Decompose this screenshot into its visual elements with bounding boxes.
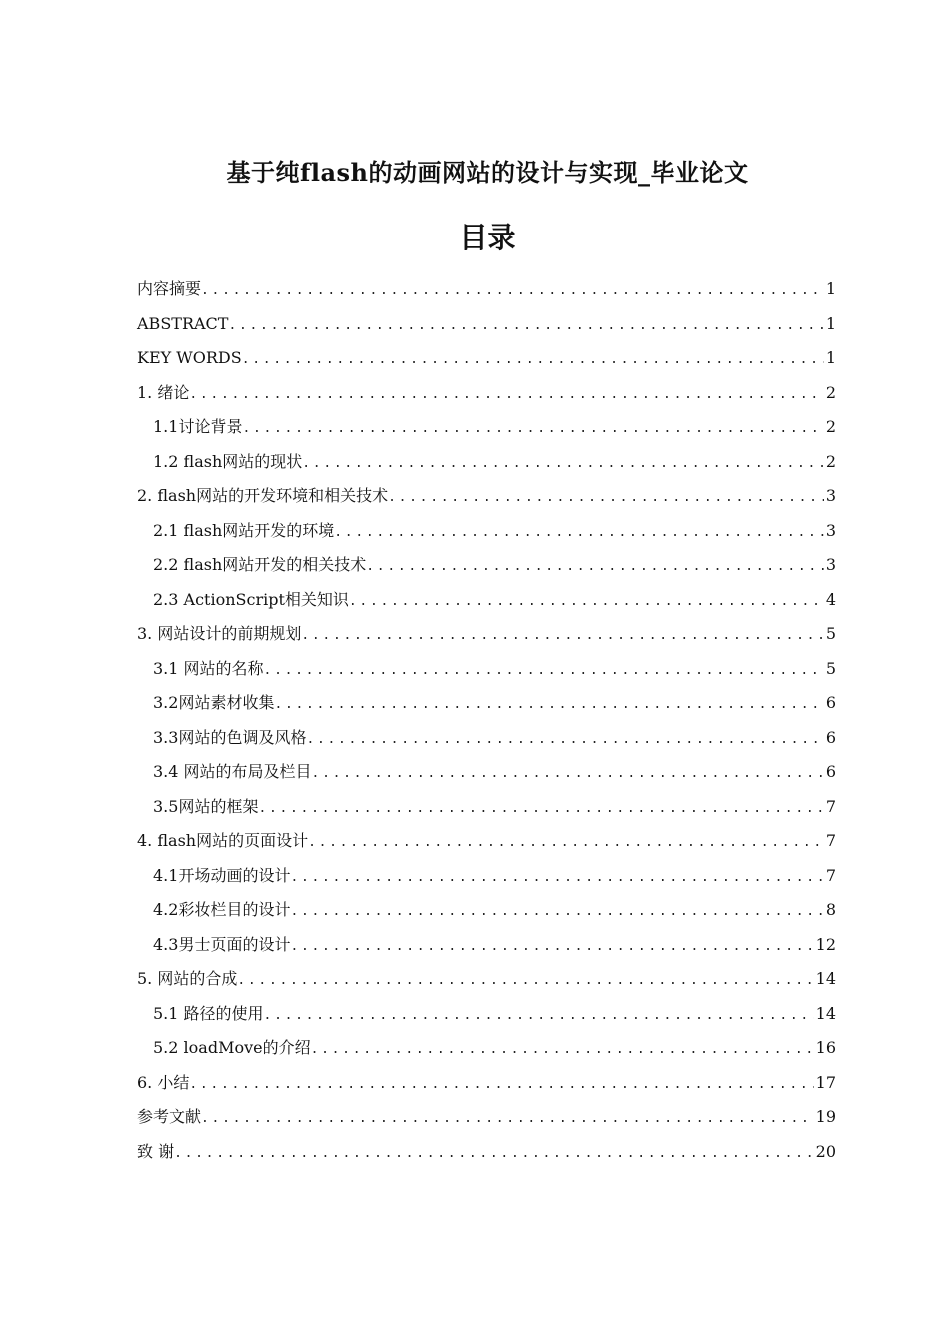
toc-dot-leader [274, 688, 823, 723]
toc-entry[interactable] [137, 514, 836, 549]
toc-entry-label: 3.3网站的色调及风格 [153, 727, 307, 747]
toc-entry[interactable] [137, 583, 836, 618]
toc-dot-leader [290, 861, 823, 896]
toc-entry-page: 2 [825, 417, 836, 436]
toc-entry[interactable] [137, 652, 836, 687]
toc-entry-page: 1 [825, 313, 836, 333]
toc-dot-leader [228, 309, 823, 344]
toc-entry[interactable] [137, 410, 836, 445]
document-title: 基于纯flash的动画网站的设计与实现_毕业论文 [226, 158, 749, 187]
toc-entry[interactable] [137, 1135, 836, 1170]
toc-dot-leader [174, 1137, 814, 1172]
toc-entry[interactable] [137, 859, 836, 894]
toc-entry-label: 4.3男士页面的设计 [153, 934, 291, 954]
toc-entry-page: 7 [825, 796, 836, 816]
toc-dot-leader [334, 516, 824, 551]
toc-entry-label: 1. 绪论 [137, 382, 190, 402]
toc-dot-leader [237, 964, 813, 999]
toc-entry-label: 内容摘要 [137, 279, 202, 298]
toc-entry[interactable] [137, 341, 836, 376]
toc-dot-leader [308, 826, 824, 861]
toc-entry[interactable] [137, 893, 836, 928]
toc-entry-label: 致 谢 [137, 1141, 175, 1161]
toc-entry-page: 5 [825, 658, 836, 678]
toc-entry-page: 4 [825, 589, 836, 609]
toc-entry-label: 2.2 flash网站开发的相关技术 [153, 555, 367, 574]
toc-entry-page: 14 [815, 969, 836, 988]
toc-entry-page: 19 [815, 1107, 836, 1126]
toc-entry-label: 4. flash网站的页面设计 [137, 831, 309, 850]
toc-entry-page: 6 [825, 727, 836, 747]
toc-entry-page: 6 [825, 762, 836, 781]
toc-entry[interactable] [137, 376, 836, 411]
toc-entry-page: 6 [825, 693, 836, 712]
toc-entry-page: 3 [825, 486, 836, 505]
toc-entry-label: 参考文献 [137, 1107, 202, 1126]
toc-dot-leader [189, 1068, 813, 1103]
toc-entry-label: 4.2彩妆栏目的设计 [153, 900, 291, 919]
toc-dot-leader [306, 723, 823, 758]
toc-entry-label: 5.2 loadMove的介绍 [153, 1038, 311, 1057]
toc-entry-label: 6. 小结 [137, 1072, 190, 1092]
toc-dot-leader [301, 619, 823, 654]
toc-entry-label: 3.2网站素材收集 [153, 693, 275, 712]
toc-entry[interactable] [137, 686, 836, 721]
toc-entry[interactable] [137, 1031, 836, 1066]
toc-entry-label: 3.4 网站的布局及栏目 [153, 762, 312, 781]
toc-entry[interactable] [137, 548, 836, 583]
toc-entry[interactable] [137, 755, 836, 790]
toc-entry[interactable] [137, 479, 836, 514]
toc-entry[interactable] [137, 1100, 836, 1135]
toc-entry[interactable] [137, 445, 836, 480]
toc-entry[interactable] [137, 824, 836, 859]
toc-dot-leader [349, 585, 824, 620]
toc-dot-leader [264, 999, 814, 1034]
toc-entry[interactable] [137, 617, 836, 652]
toc-entry-page: 8 [825, 900, 836, 919]
toc-entry-label: ABSTRACT [137, 313, 229, 333]
toc-entry[interactable] [137, 962, 836, 997]
toc-entry-label: 5. 网站的合成 [137, 969, 238, 988]
toc-dot-leader [258, 792, 823, 827]
toc-entry-label: 2. flash网站的开发环境和相关技术 [137, 486, 389, 505]
toc-entry[interactable] [137, 928, 836, 963]
toc-entry-page: 5 [825, 624, 836, 643]
toc-entry[interactable] [137, 272, 836, 307]
toc-entry-page: 17 [815, 1072, 836, 1092]
toc-dot-leader [242, 412, 823, 447]
toc-entry-page: 14 [815, 1003, 836, 1023]
toc-entry-page: 2 [825, 451, 836, 471]
toc-dot-leader [290, 930, 813, 965]
toc-entry-page: 1 [825, 348, 836, 367]
toc-dot-leader [311, 1033, 814, 1068]
toc-dot-leader [312, 757, 824, 792]
toc-entry-label: 1.2 flash网站的现状 [153, 451, 303, 471]
toc-entry-label: 3.1 网站的名称 [153, 658, 264, 678]
toc-entry[interactable] [137, 790, 836, 825]
toc-entry[interactable] [137, 1066, 836, 1101]
toc-dot-leader [189, 378, 823, 413]
toc-entry-page: 7 [825, 831, 836, 850]
toc-entry-label: 2.1 flash网站开发的环境 [153, 520, 335, 540]
toc-dot-leader [264, 654, 824, 689]
toc-entry-page: 20 [815, 1141, 836, 1161]
toc-heading: 目录 [459, 221, 516, 254]
toc-dot-leader [290, 895, 823, 930]
toc-entry-page: 16 [815, 1038, 836, 1057]
toc-entry-page: 12 [815, 934, 836, 954]
toc-entry-label: 5.1 路径的使用 [153, 1003, 264, 1023]
toc-entry[interactable] [137, 721, 836, 756]
toc-entry-label: 1.1讨论背景 [153, 417, 243, 436]
toc-entry-label: 3.5网站的框架 [153, 796, 259, 816]
toc-entry-page: 7 [825, 865, 836, 885]
table-of-contents [137, 272, 836, 1169]
toc-entry-label: 3. 网站设计的前期规划 [137, 624, 302, 643]
toc-dot-leader [242, 343, 824, 378]
toc-entry-page: 2 [825, 382, 836, 402]
toc-entry[interactable] [137, 307, 836, 342]
toc-entry-label: 2.3 ActionScript相关知识 [153, 589, 349, 609]
toc-entry-label: KEY WORDS [137, 348, 242, 367]
toc-entry-page: 3 [825, 520, 836, 540]
toc-dot-leader [201, 274, 824, 309]
toc-dot-leader [201, 1102, 814, 1137]
toc-entry-page: 3 [825, 555, 836, 574]
toc-entry-page: 1 [825, 279, 836, 298]
toc-dot-leader [302, 447, 824, 482]
toc-entry-label: 4.1开场动画的设计 [153, 865, 291, 885]
toc-dot-leader [388, 481, 824, 516]
toc-dot-leader [366, 550, 824, 585]
toc-entry[interactable] [137, 997, 836, 1032]
